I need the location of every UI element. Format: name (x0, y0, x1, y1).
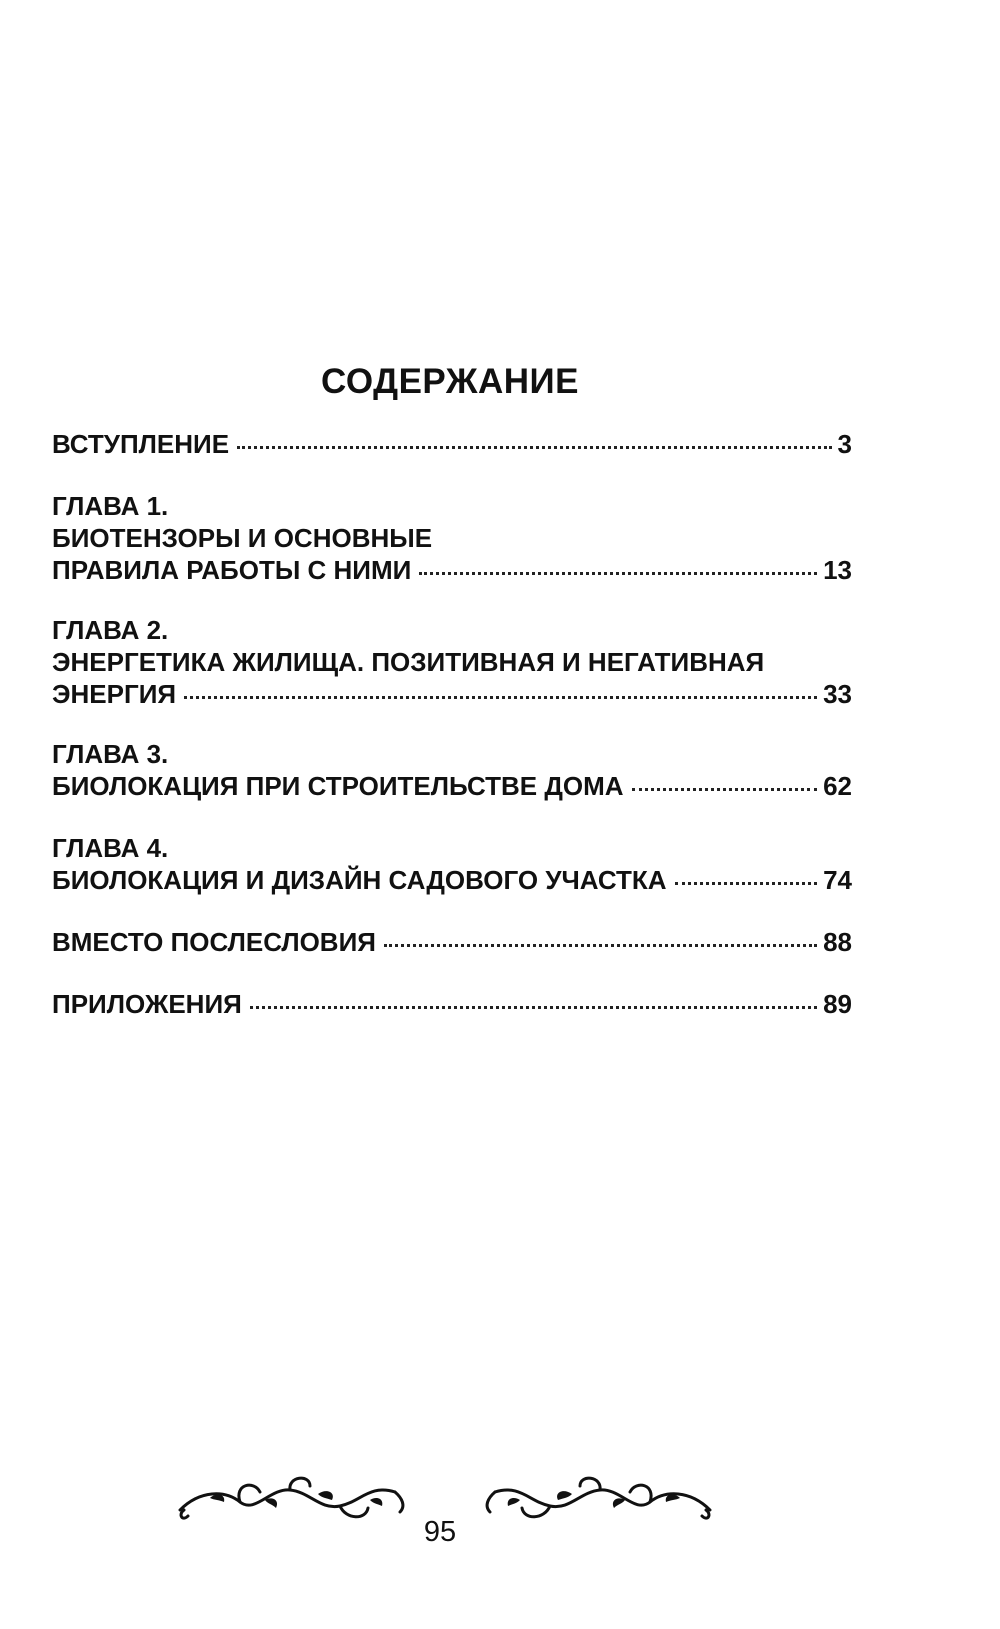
toc-entry-chapter-3 (52, 738, 852, 802)
toc-entry-label: ВСТУПЛЕНИЕ (52, 429, 230, 459)
leader-dots (419, 572, 817, 575)
chapter-title-line: ЭНЕРГЕТИКА ЖИЛИЩА. ПОЗИТИВНАЯ И НЕГАТИВНАЯ (52, 647, 765, 677)
toc-page-number: 33 (823, 679, 852, 709)
toc-entry-chapter-1 (52, 490, 852, 586)
toc-entry-label: ПРИЛОЖЕНИЯ (52, 989, 242, 1019)
toc-page-number: 62 (823, 771, 852, 801)
floral-ornament-left-icon (170, 1470, 410, 1530)
page-number: 95 (423, 1516, 457, 1548)
toc-entry-appendix (52, 988, 852, 1020)
leader-dots (632, 788, 818, 791)
toc-entry-label: ВМЕСТО ПОСЛЕСЛОВИЯ (52, 927, 376, 957)
leader-dots (237, 446, 831, 449)
toc-page-number: 13 (823, 555, 852, 585)
toc-page-number: 3 (837, 429, 852, 459)
leader-dots (184, 696, 817, 699)
chapter-title-line: БИОЛОКАЦИЯ ПРИ СТРОИТЕЛЬСТВЕ ДОМА (52, 771, 624, 801)
chapter-heading: ГЛАВА 2. (52, 615, 169, 645)
toc-entry-afterword (52, 926, 852, 958)
chapter-heading: ГЛАВА 4. (52, 833, 169, 863)
leader-dots (250, 1006, 817, 1009)
toc-page-number: 89 (823, 989, 852, 1019)
chapter-title-line: ПРАВИЛА РАБОТЫ С НИМИ (52, 555, 412, 585)
toc-entry-intro (52, 428, 852, 460)
chapter-heading: ГЛАВА 1. (52, 491, 169, 521)
chapter-title-line: ЭНЕРГИЯ (52, 679, 177, 709)
toc-page-number: 74 (823, 865, 852, 895)
chapter-title-line: БИОТЕНЗОРЫ И ОСНОВНЫЕ (52, 523, 433, 553)
leader-dots (675, 882, 818, 885)
page-title: СОДЕРЖАНИЕ (320, 362, 579, 401)
toc-entry-chapter-2 (52, 614, 852, 710)
chapter-title-line: БИОЛОКАЦИЯ И ДИЗАЙН САДОВОГО УЧАСТКА (52, 865, 667, 895)
chapter-heading: ГЛАВА 3. (52, 739, 169, 769)
toc-entry-chapter-4 (52, 832, 852, 896)
toc-page-number: 88 (823, 927, 852, 957)
floral-ornament-right-icon (480, 1470, 720, 1530)
leader-dots (384, 944, 817, 947)
